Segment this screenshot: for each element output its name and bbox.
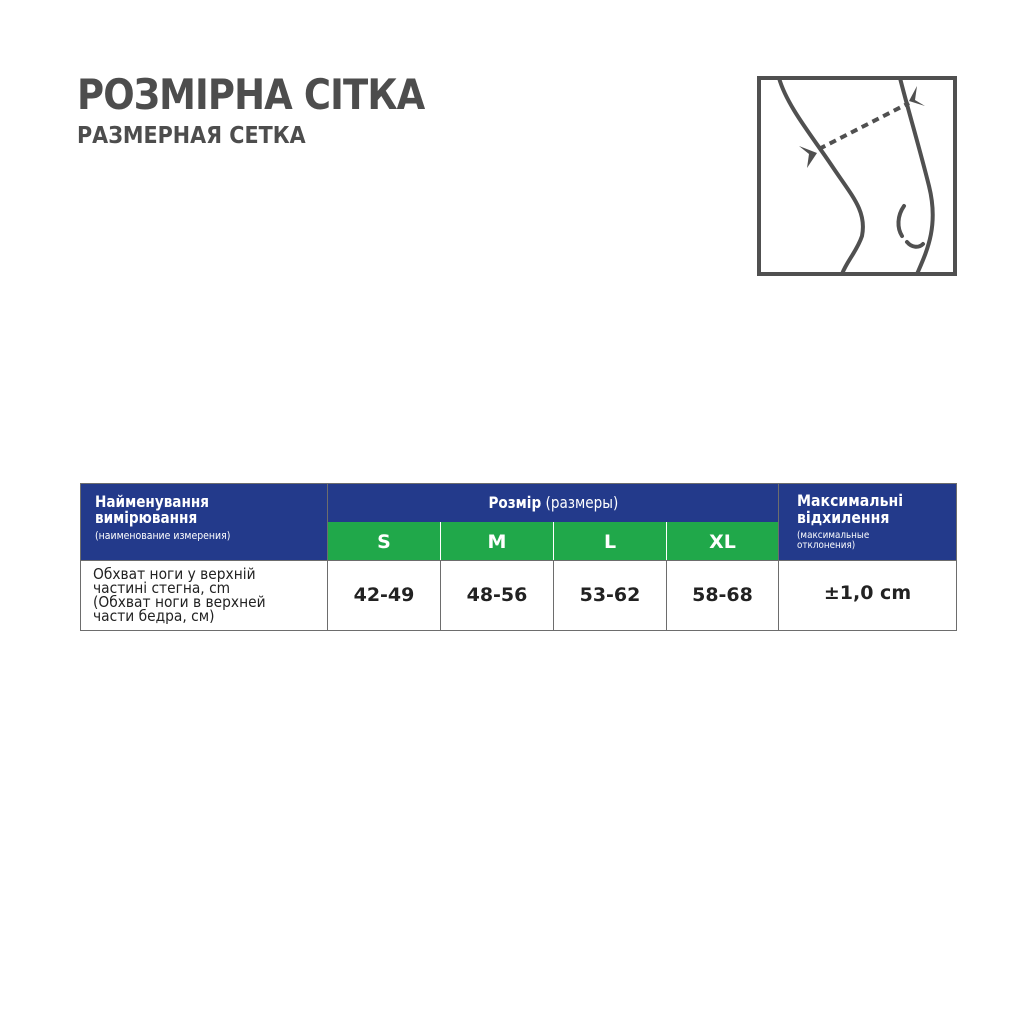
- deviation-header-title: Максимальні: [797, 491, 904, 510]
- deviation-header: [779, 484, 956, 560]
- measurement-label-line2: частині стегна, cm: [93, 579, 231, 597]
- value-xl: 58-68: [692, 584, 753, 606]
- deviation-header-subtitle: (максимальные: [797, 530, 870, 541]
- size-header-normal: (размеры): [540, 493, 618, 512]
- measurement-header-title-line2: вимірювання: [95, 508, 198, 527]
- deviation-header-subtitle-line2: отклонения): [797, 540, 856, 551]
- measurement-header-subtitle: (наименование измерения): [95, 529, 231, 542]
- size-label-l: L: [554, 522, 666, 560]
- measurement-label: [81, 561, 327, 630]
- measurement-label-line1: Обхват ноги у верхній: [93, 565, 256, 583]
- measurement-header: [81, 484, 327, 560]
- size-label-m: M: [441, 522, 553, 560]
- measurement-label-line4: части бедра, см): [93, 607, 215, 625]
- page-subtitle: РАЗМЕРНАЯ СЕТКА: [77, 123, 306, 149]
- deviation-header-title-line2: відхилення: [797, 508, 890, 527]
- page-title: РОЗМІРНА СІТКА: [77, 70, 425, 119]
- value-m: 48-56: [466, 584, 528, 606]
- deviation-value: ±1,0 cm: [823, 582, 912, 604]
- size-header: [328, 484, 778, 522]
- size-header-bold: Розмір: [488, 493, 541, 512]
- size-label-xl: XL: [667, 522, 778, 560]
- measurement-header-title: Найменування: [95, 492, 210, 511]
- value-s: 42-49: [353, 584, 415, 606]
- size-chart-table: [80, 483, 957, 631]
- measurement-label-line3: (Обхват ноги в верхней: [93, 593, 266, 611]
- value-l: 53-62: [579, 584, 641, 606]
- size-label-s: S: [328, 522, 440, 560]
- knee-thigh-measurement-icon: [757, 76, 957, 276]
